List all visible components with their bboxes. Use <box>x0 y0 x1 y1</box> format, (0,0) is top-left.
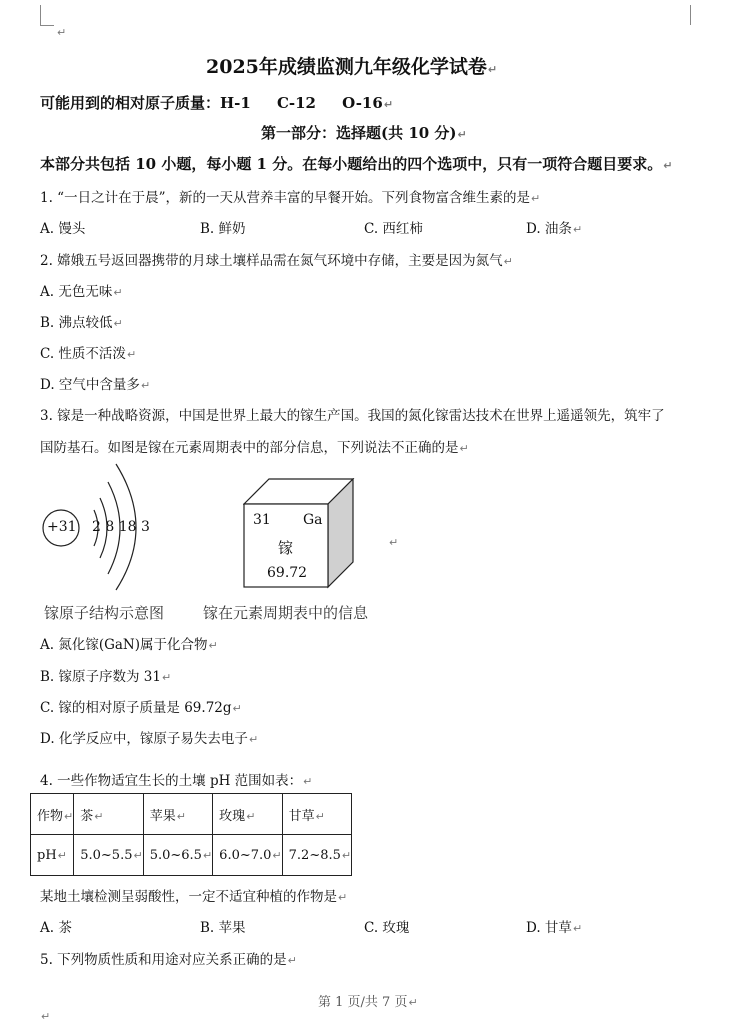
q1-option-c[interactable]: C. 西红柿 <box>364 221 423 237</box>
nucleus-charge: +31 <box>47 519 77 535</box>
paragraph-mark: ↵ <box>41 1010 51 1023</box>
crop-mark-left-h <box>40 25 54 26</box>
question-3-stem-line1: 3. 镓是一种战略资源，中国是世界上最大的镓生产国。我国的氮化镓雷达技术在世界上遥遥领先，筑牢了 <box>40 408 665 424</box>
electron-shell-counts: 2 8 18 3 <box>92 519 150 535</box>
question-4-prompt: 某地土壤检测呈弱酸性，一定不适宜种植的作物是↵ <box>40 889 348 905</box>
table-cell: 茶↵ <box>74 794 143 835</box>
page-footer: 第 1 页/共 7 页↵ <box>318 995 418 1010</box>
crop-mark-left <box>40 5 41 25</box>
atomic-mass: 69.72 <box>267 565 308 581</box>
table-cell: 7.2~8.5↵ <box>282 835 351 876</box>
q4-option-b[interactable]: B. 苹果 <box>200 920 246 936</box>
table-cell: 甘草↵ <box>282 794 351 835</box>
table-header-row <box>31 794 352 835</box>
q1-option-d[interactable]: D. 油条↵ <box>526 221 583 237</box>
table-cell: 6.0~7.0↵ <box>213 835 282 876</box>
atom-diagram-caption: 镓原子结构示意图 <box>44 604 165 622</box>
question-4-stem: 4. 一些作物适宜生长的土壤 pH 范围如表：↵ <box>40 773 313 789</box>
q3-option-c[interactable]: C. 镓的相对原子质量是 69.72g↵ <box>40 700 242 716</box>
question-2-stem: 2. 嫦娥五号返回器携带的月球土壤样品需在氮气环境中存储，主要是因为氮气↵ <box>40 253 513 269</box>
paragraph-mark: ↵ <box>57 26 67 39</box>
table-row <box>31 835 352 876</box>
soil-ph-table <box>30 793 352 876</box>
q4-option-d[interactable]: D. 甘草↵ <box>526 920 583 936</box>
part1-title: 第一部分：选择题(共 10 分)↵ <box>261 124 467 142</box>
page-title: 2025年成绩监测九年级化学试卷↵ <box>206 56 498 78</box>
table-cell: 玫瑰↵ <box>213 794 282 835</box>
q3-option-d[interactable]: D. 化学反应中，镓原子易失去电子↵ <box>40 731 259 747</box>
question-5-stem: 5. 下列物质性质和用途对应关系正确的是↵ <box>40 952 297 968</box>
table-cell: 5.0~5.5↵ <box>74 835 143 876</box>
element-symbol: Ga <box>303 512 323 528</box>
table-cell: 5.0~6.5↵ <box>143 835 212 876</box>
atomic-number: 31 <box>253 512 271 528</box>
part1-instructions: 本部分共包括 10 小题，每小题 1 分。在每小题给出的四个选项中，只有一项符合题目要求。↵ <box>40 155 673 173</box>
q3-option-b[interactable]: B. 镓原子序数为 31↵ <box>40 669 172 685</box>
table-cell: 作物↵ <box>31 794 74 835</box>
question-1-stem: 1. “一日之计在于晨”，新的一天从营养丰富的早餐开始。下列食物富含维生素的是↵ <box>40 190 541 206</box>
crop-mark-right <box>690 5 691 25</box>
q1-option-a[interactable]: A. 馒头 <box>40 221 86 237</box>
atomic-mass-line: 可能用到的相对原子质量：H-1 C-12 O-16↵ <box>40 94 394 112</box>
q2-option-c[interactable]: C. 性质不活泼↵ <box>40 346 137 362</box>
q2-option-d[interactable]: D. 空气中含量多↵ <box>40 377 151 393</box>
question-3-stem-line2: 国防基石。如图是镓在元素周期表中的部分信息，下列说法不正确的是↵ <box>40 440 469 456</box>
table-cell: 苹果↵ <box>143 794 212 835</box>
q2-option-a[interactable]: A. 无色无味↵ <box>40 284 123 300</box>
element-name: 镓 <box>278 539 294 557</box>
element-info-caption: 镓在元素周期表中的信息 <box>203 604 369 622</box>
q1-option-b[interactable]: B. 鲜奶 <box>200 221 246 237</box>
paragraph-mark: ↵ <box>389 536 399 549</box>
q2-option-b[interactable]: B. 沸点较低↵ <box>40 315 123 331</box>
q4-option-c[interactable]: C. 玫瑰 <box>364 920 410 936</box>
q3-option-a[interactable]: A. 氮化镓(GaN)属于化合物↵ <box>40 637 218 653</box>
table-cell: pH↵ <box>31 835 74 876</box>
q4-option-a[interactable]: A. 茶 <box>40 920 72 936</box>
